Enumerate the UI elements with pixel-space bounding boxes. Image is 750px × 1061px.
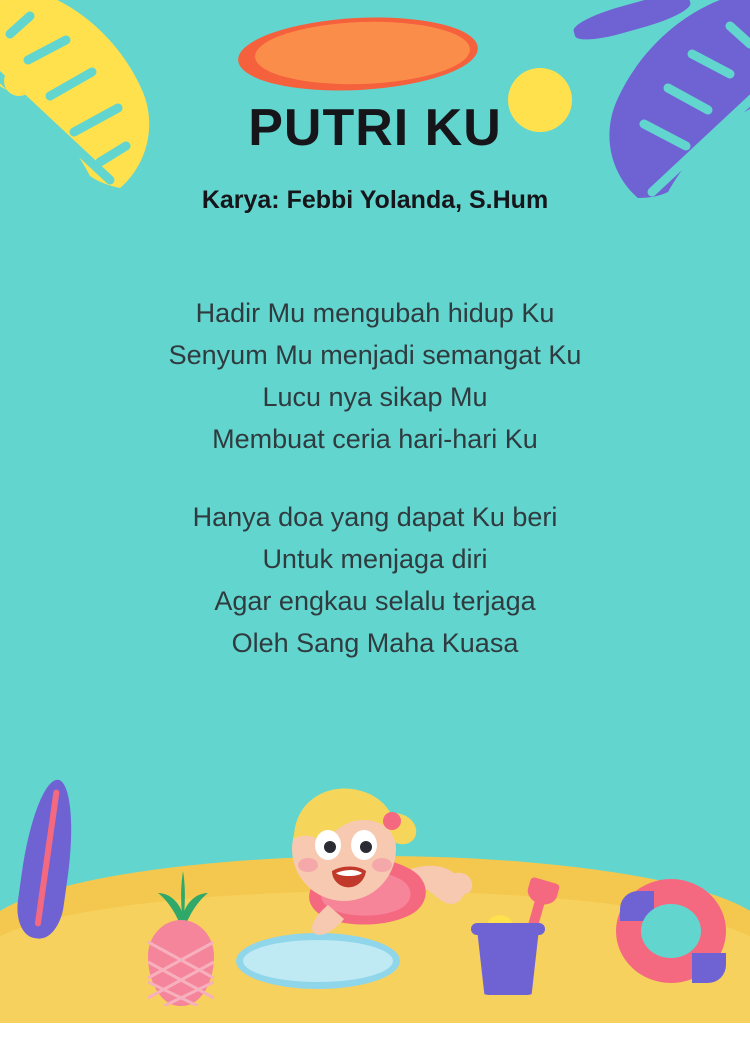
sand-bucket-rim xyxy=(471,923,545,935)
poem-stanza xyxy=(0,292,750,460)
poem-line: Hanya doa yang dapat Ku beri xyxy=(192,502,558,532)
poem-line: Untuk menjaga diri xyxy=(262,544,488,574)
poem-line: Oleh Sang Maha Kuasa xyxy=(231,628,519,658)
sand-bucket-icon xyxy=(477,929,539,995)
poem-byline: Karya: Febbi Yolanda, S.Hum xyxy=(201,186,549,214)
yellow-dot-shape xyxy=(4,66,34,96)
bottom-white-strip xyxy=(0,1023,750,1061)
poem-body xyxy=(0,292,750,700)
poem-stanza xyxy=(0,496,750,664)
lifebuoy-hole xyxy=(641,904,701,958)
poem-title: PUTRI KU xyxy=(248,99,502,157)
poem-line: Senyum Mu menjadi semangat Ku xyxy=(168,340,582,370)
poem-line: Agar engkau selalu terjaga xyxy=(214,586,536,616)
pineapple-texture xyxy=(148,920,214,1006)
poem-line: Lucu nya sikap Mu xyxy=(262,382,488,412)
poem-line: Membuat ceria hari-hari Ku xyxy=(212,424,538,454)
poem-line: Hadir Mu mengubah hidup Ku xyxy=(195,298,555,328)
baby-girl-illustration xyxy=(232,781,482,991)
